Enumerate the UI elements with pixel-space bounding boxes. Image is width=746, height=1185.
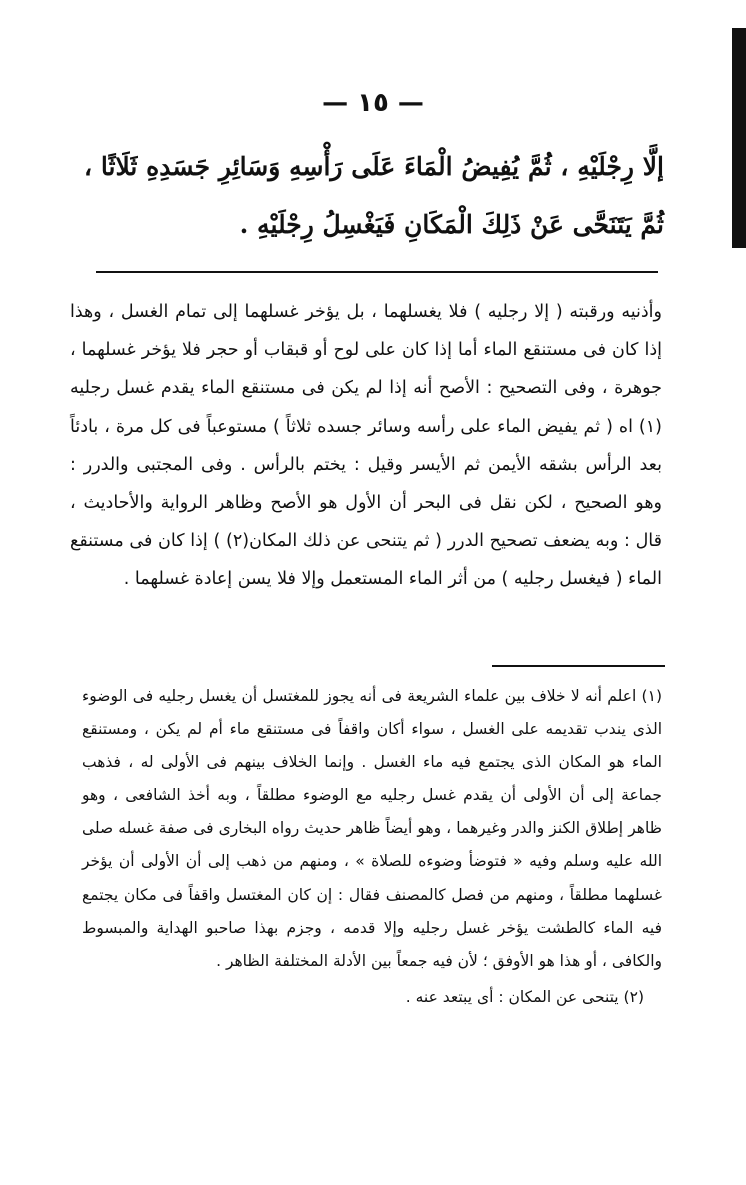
matn-text: إلَّا رِجْلَيْهِ ، ثُمَّ يُفِيضُ الْمَاءَ عَلَى رَأْسِهِ وَسَائِرِ جَسَدِهِ ثَلَاثًا ، ثُمَّ يَتَنَحَّى عَنْ ذَلِكَ الْمَكَانِ فَيَغْسِلُ رِجْلَيْهِ . [84,152,664,239]
footnote-divider [492,665,665,667]
page-edge-bar [732,28,746,248]
footnote-1: (١) اعلم أنه لا خلاف بين علماء الشريعة فى أنه يجوز للمغتسل أن يغسل رجليه فى الوضوء الذى يندب تقديمه على الغسل ، سواء أكان واقفاً فى مستنقع ماء أم لم يكن ، ومستنقع الماء هو المكان الذى يجتمع فيه ماء الغسل . وإنما الخلاف بينهم فى الأولى له ، فذهب جماعة إلى أن الأولى أن يقدم غسل رجليه مع الوضوء مطلقاً ، وبه أخذ الشافعى ، وهو ظاهر إطلاق الكنز والدر وغيرهما ، وهو أيضاً ظاهر حديث رواه البخارى فى صفة غسله صلى الله عليه وسلم وفيه « فتوضأ وضوءه للصلاة » ، ومنهم من ذهب إلى أن الأولى أن يؤخر غسلهما مطلقاً ، ومنهم من فصل كالمصنف فقال : إن كان المغتسل واقفاً فى مكان يجتمع فيه الماء كالطشت يؤخر غسل رجليه وإلا قدمه ، وجزم بهذا صاحبو الهداية والمبسوط والكافى ، أو هذا هو الأوفق ؛ لأن فيه جمعاً بين الأدلة المختلفة الظاهر . [82,687,662,970]
sharh-text: وأذنيه ورقبته ( إلا رجليه ) فلا يغسلهما ، بل يؤخر غسلهما إلى تمام الغسل ، وهذا إذا كان فى مستنقع الماء أما إذا كان على لوح أو قبقاب أو حجر فلا يؤخر غسلهما ، جوهرة ، وفى التصحيح : الأصح أنه إذا لم يكن فى مستنقع الماء يقدم غسل رجليه (١) اه ( ثم يفيض الماء على رأسه وسائر جسده ثلاثاً ) مستوعباً فى كل مرة ، بادئاً بعد الرأس بشقه الأيمن ثم الأيسر وقيل : يختم بالرأس . وفى المجتبى والدرر : وهو الصحيح ، لكن نقل فى البحر أن الأول هو الأصح وظاهر الرواية والأحاديث ، قال : وبه يضعف تصحيح الدرر ( ثم يتنحى عن ذلك المكان(٢) ) إذا كان فى مستنقع الماء ( فيغسل رجليه ) من أثر الماء المستعمل وإلا فلا يسن إعادة غسلهما . [70,302,663,590]
page-number: — ١٥ — [322,88,424,118]
footnote-2: (٢) يتنحى عن المكان : أى يبتعد عنه . [405,987,644,1006]
matn-divider [96,271,658,273]
footnotes [82,680,662,1014]
